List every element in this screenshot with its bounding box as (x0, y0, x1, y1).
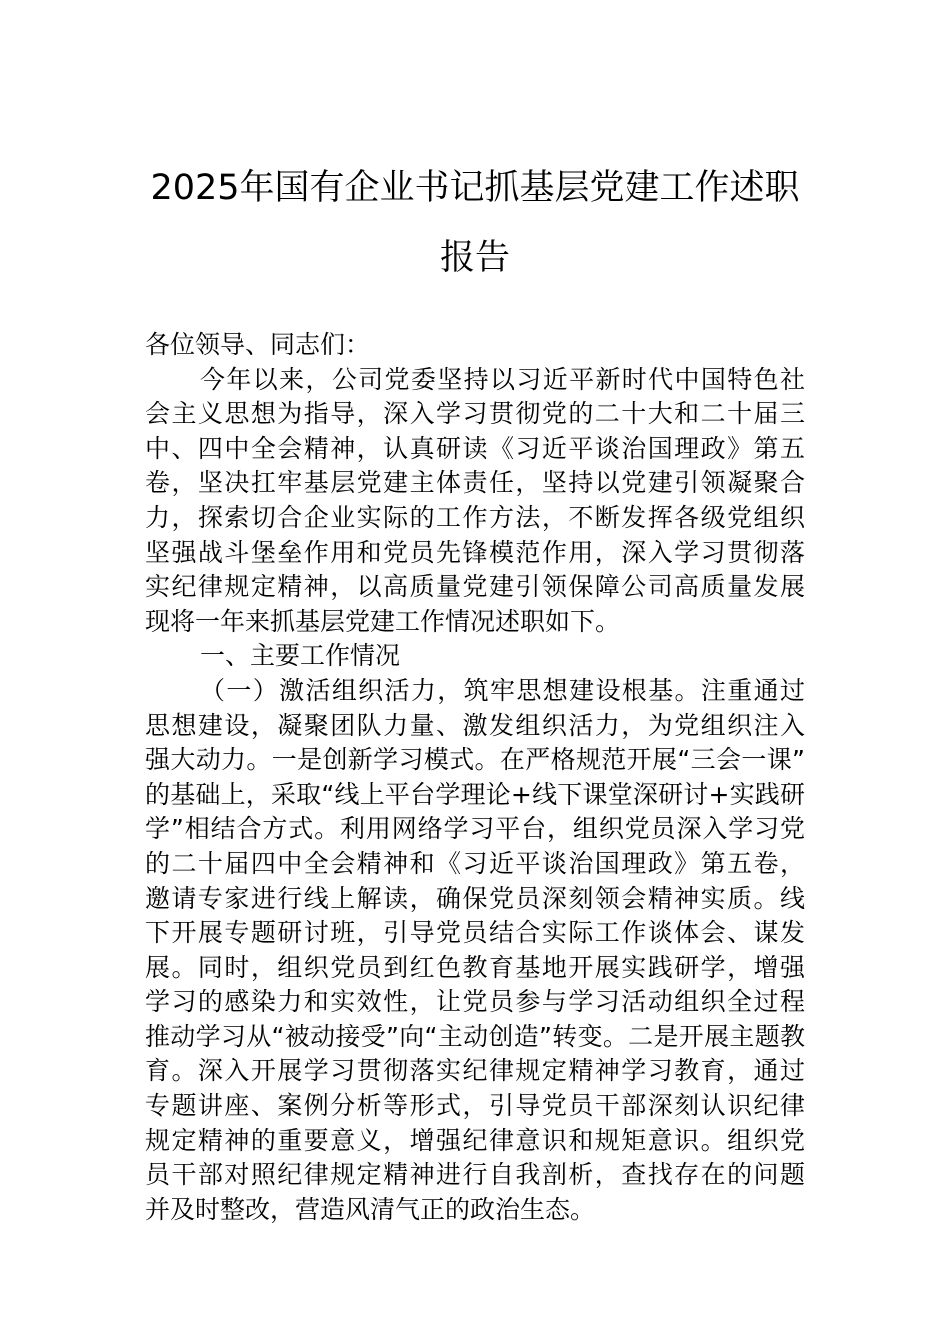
text-line: 各位领导、同志们： (145, 330, 371, 359)
text-line: 推动学习从“被动接受”向“主动创造”转变。二是开展主题教 (145, 1021, 805, 1051)
text-line: 实纪律规定精神，以高质量党建引领保障公司高质量发展 (145, 572, 805, 602)
text-line: 并及时整改，营造风清气正的政治生态。 (145, 1194, 596, 1224)
text-line: 今年以来，公司党委坚持以习近平新时代中国特色社 (200, 364, 805, 394)
text-line: 一、主要工作情况 (200, 641, 401, 671)
text-line: 卷，坚决扛牢基层党建主体责任，坚持以党建引领凝聚合 (145, 468, 805, 498)
text-line: 中、四中全会精神，认真研读《习近平谈治国理政》第五 (145, 433, 805, 463)
text-line: 专题讲座、案例分析等形式，引导党员干部深刻认识纪律 (145, 1091, 805, 1121)
text-line: （一）激活组织活力，筑牢思想建设根基。注重通过 (200, 675, 805, 705)
text-line: 的二十届四中全会精神和《习近平谈治国理政》第五卷， (145, 848, 805, 878)
text-line: 育。深入开展学习贯彻落实纪律规定精神学习教育，通过 (145, 1056, 805, 1086)
text-line: 强大动力。一是创新学习模式。在严格规范开展“三会一课” (145, 745, 805, 775)
text-line: 规定精神的重要意义，增强纪律意识和规矩意识。组织党 (145, 1125, 805, 1155)
text-line: 现将一年来抓基层党建工作情况述职如下。 (145, 606, 621, 636)
text-line: 坚强战斗堡垒作用和党员先锋模范作用，深入学习贯彻落 (145, 537, 805, 567)
text-line: 学习的感染力和实效性，让党员参与学习活动组织全过程 (145, 987, 805, 1017)
text-line: 展。同时，组织党员到红色教育基地开展实践研学，增强 (145, 952, 805, 982)
text-line: 会主义思想为指导，深入学习贯彻党的二十大和二十届三 (145, 399, 805, 429)
text-line: 思想建设，凝聚团队力量、激发组织活力，为党组织注入 (145, 710, 805, 740)
document-title-line-1: 2025年国有企业书记抓基层党建工作述职 (150, 168, 800, 208)
text-line: 员干部对照纪律规定精神进行自我剖析，查找存在的问题 (145, 1160, 805, 1190)
text-line: 力，探索切合企业实际的工作方法，不断发挥各级党组织 (145, 502, 805, 532)
text-line: 下开展专题研讨班，引导党员结合实际工作谈体会、谋发 (145, 918, 805, 948)
document-title-line-2: 报告 (439, 238, 510, 278)
document-body (145, 328, 805, 1227)
text-line: 学”相结合方式。利用网络学习平台，组织党员深入学习党 (145, 814, 805, 844)
text-line: 的基础上，采取“线上平台学理论+线下课堂深研讨+实践研 (145, 779, 805, 809)
text-line: 邀请专家进行线上解读，确保党员深刻领会精神实质。线 (145, 883, 805, 913)
